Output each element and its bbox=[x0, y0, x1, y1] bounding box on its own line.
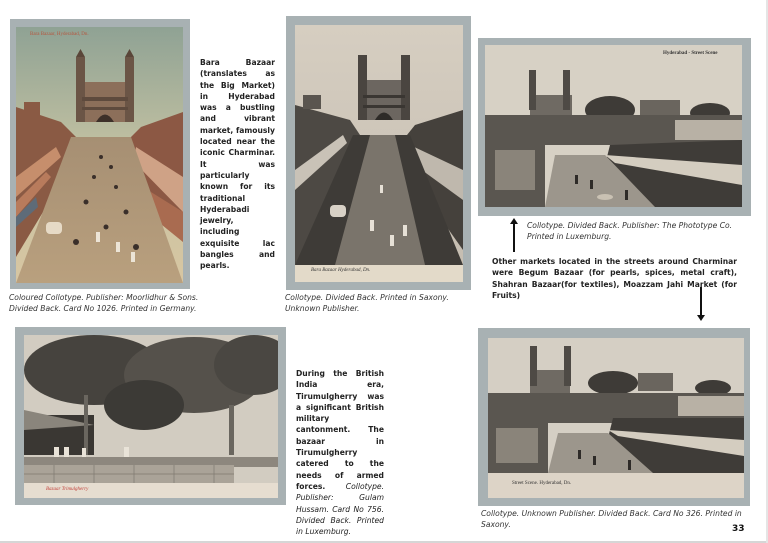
caption-line: Collotype. Unknown Publisher. Divided Back. Card No 326. Printed in bbox=[481, 509, 742, 518]
postcard-printed-title: Bara Bazaar Hyderabad, Dn. bbox=[311, 268, 371, 273]
postcard-printed-title: Bazaar Trimulgherry bbox=[46, 487, 89, 492]
arrow-down-icon bbox=[696, 287, 706, 321]
trimulgherry-description-text: During the British India era, Tirumulgherry was a significant British military cantonment. The bazaar in Tirumulgherry catered to the needs of armed forces. bbox=[296, 369, 384, 491]
postcard-image bbox=[295, 25, 463, 282]
caption-line: Collotype. Divided Back. Printed in Saxony. bbox=[285, 293, 449, 302]
postcard-image bbox=[16, 27, 183, 283]
caption-line: Coloured Collotype. Publisher: Moorlidhur & Sons. bbox=[9, 293, 199, 302]
postcard-caption-hyderabad-street-scene bbox=[527, 220, 732, 242]
caption-line: Saxony. bbox=[481, 520, 511, 529]
other-markets-text: Other markets located in the streets around Charminar were Begum Bazaar (for pearls, spices, metal craft), Shahran Bazaar(for textiles), Moazzam Jahi Market (for Fruits) bbox=[492, 257, 737, 300]
postcard-image bbox=[24, 335, 278, 498]
postcard-printed-title: Street Scene. Hyderabad, Dn. bbox=[512, 481, 572, 486]
postcard-bazaar-trimulgherry bbox=[24, 335, 278, 498]
postcard-image bbox=[488, 338, 744, 498]
postcard-bara-bazaar-coloured bbox=[16, 27, 183, 283]
caption-line: Unknown Publisher. bbox=[285, 304, 360, 313]
arrow-up-icon bbox=[509, 218, 519, 252]
postcard-street-scene-hyderabad bbox=[488, 338, 744, 498]
postcard-caption-bara-bazaar-coloured bbox=[9, 292, 198, 314]
caption-line: Collotype. Divided Back. Publisher: The Phototype Co. bbox=[527, 221, 733, 230]
caption-line: Printed in Luxemburg. bbox=[527, 232, 612, 241]
postcard-bara-bazaar-bw bbox=[295, 25, 463, 282]
page-number: 33 bbox=[732, 524, 745, 534]
postcard-printed-title: Bara Bazaar, Hyderabad, Dn. bbox=[30, 32, 89, 37]
trimulgherry-description bbox=[296, 368, 384, 537]
postcard-image bbox=[485, 45, 742, 207]
caption-line: Divided Back. Card No 1026. Printed in Germany. bbox=[9, 304, 197, 313]
bara-bazaar-description: Bara Bazaar (translates as the Big Market) in Hyderabad was a bustling and vibrant market, famously located near the iconic Charminar. It was particularly known for its traditional Hyderabadi jewelry, including exquisite lac bangles and pearls. bbox=[200, 58, 275, 271]
postcard-caption-bara-bazaar-bw bbox=[285, 292, 449, 314]
postcard-printed-title: Hyderabad - Street Scene bbox=[663, 51, 718, 56]
postcard-caption-bazaar-trimulgherry: Collotype. Publisher: Gulam Hussam. Card No 756. Divided Back. Printed in Luxemburg. bbox=[296, 481, 384, 537]
postcard-hyderabad-street-scene bbox=[485, 45, 742, 207]
postcard-caption-street-scene-hyderabad bbox=[481, 508, 751, 530]
